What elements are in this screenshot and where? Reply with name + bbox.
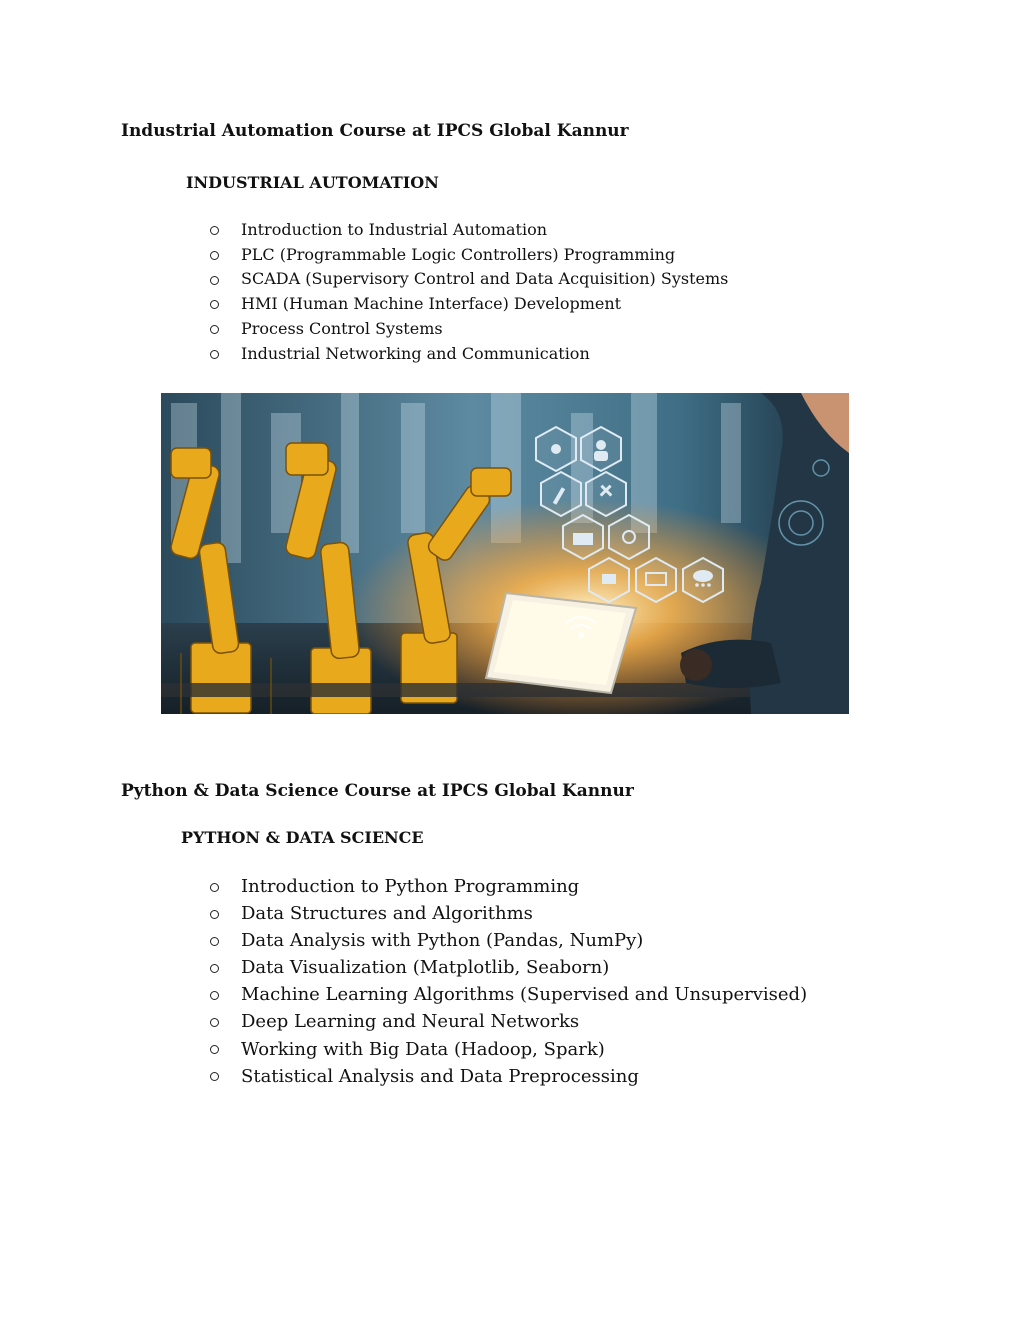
list-item: [210, 1008, 807, 1035]
hollow-bullet-icon: [210, 251, 219, 260]
industrial-automation-topic-list: [210, 218, 728, 366]
hollow-bullet-icon: [210, 1018, 219, 1027]
industrial-automation-subheading: INDUSTRIAL AUTOMATION: [186, 173, 439, 192]
hollow-bullet-icon: [210, 300, 219, 309]
list-item-text: HMI (Human Machine Interface) Development: [241, 294, 622, 314]
list-item: [210, 1036, 807, 1063]
list-item: [210, 317, 728, 342]
hollow-bullet-icon: [210, 964, 219, 973]
hollow-bullet-icon: [210, 883, 219, 892]
list-item-text: Introduction to Industrial Automation: [241, 220, 547, 239]
python-data-science-topic-list: [210, 873, 807, 1090]
hollow-bullet-icon: [210, 991, 219, 1000]
hollow-bullet-icon: [210, 350, 219, 359]
industrial-robots-illustration: [161, 393, 849, 714]
list-item-text: Data Analysis with Python (Pandas, NumPy): [241, 930, 644, 952]
list-item-text: Statistical Analysis and Data Preprocessing: [241, 1065, 639, 1087]
list-item: [210, 292, 728, 317]
list-item-text: Deep Learning and Neural Networks: [241, 1011, 580, 1033]
list-item: [210, 267, 728, 292]
hollow-bullet-icon: [210, 226, 219, 235]
tools-icon: [586, 472, 626, 516]
hollow-bullet-icon: [210, 1045, 219, 1054]
list-item-text: SCADA (Supervisory Control and Data Acquisition) Systems: [241, 269, 729, 289]
list-item-text: Working with Big Data (Hadoop, Spark): [241, 1038, 605, 1060]
list-item: [210, 243, 728, 268]
industrial-automation-heading: Industrial Automation Course at IPCS Global Kannur: [121, 121, 629, 141]
list-item: [210, 218, 728, 243]
hollow-bullet-icon: [210, 276, 219, 285]
list-item: [210, 1063, 807, 1090]
hollow-bullet-icon: [210, 937, 219, 946]
hollow-bullet-icon: [210, 910, 219, 919]
industrial-robots-image: [161, 393, 849, 714]
list-item: [210, 900, 807, 927]
list-item: [210, 342, 728, 367]
monitor-icon: [636, 558, 676, 602]
list-item-text: Data Visualization (Matplotlib, Seaborn): [241, 957, 610, 979]
list-item: [210, 927, 807, 954]
list-item: [210, 954, 807, 981]
python-data-science-subheading: PYTHON & DATA SCIENCE: [181, 828, 424, 847]
settings-icon: [609, 515, 649, 559]
list-item: [210, 873, 807, 900]
list-item-text: Process Control Systems: [241, 318, 443, 338]
hollow-bullet-icon: [210, 1072, 219, 1081]
python-data-science-heading: Python & Data Science Course at IPCS Global Kannur: [121, 781, 634, 801]
list-item-text: Data Structures and Algorithms: [241, 903, 533, 925]
hollow-bullet-icon: [210, 325, 219, 334]
list-item: [210, 981, 807, 1008]
list-item-text: Industrial Networking and Communication: [241, 343, 590, 363]
list-item-text: PLC (Programmable Logic Controllers) Programming: [241, 244, 676, 264]
list-item-text: Machine Learning Algorithms (Supervised and Unsupervised): [241, 984, 808, 1006]
list-item-text: Introduction to Python Programming: [241, 876, 580, 897]
